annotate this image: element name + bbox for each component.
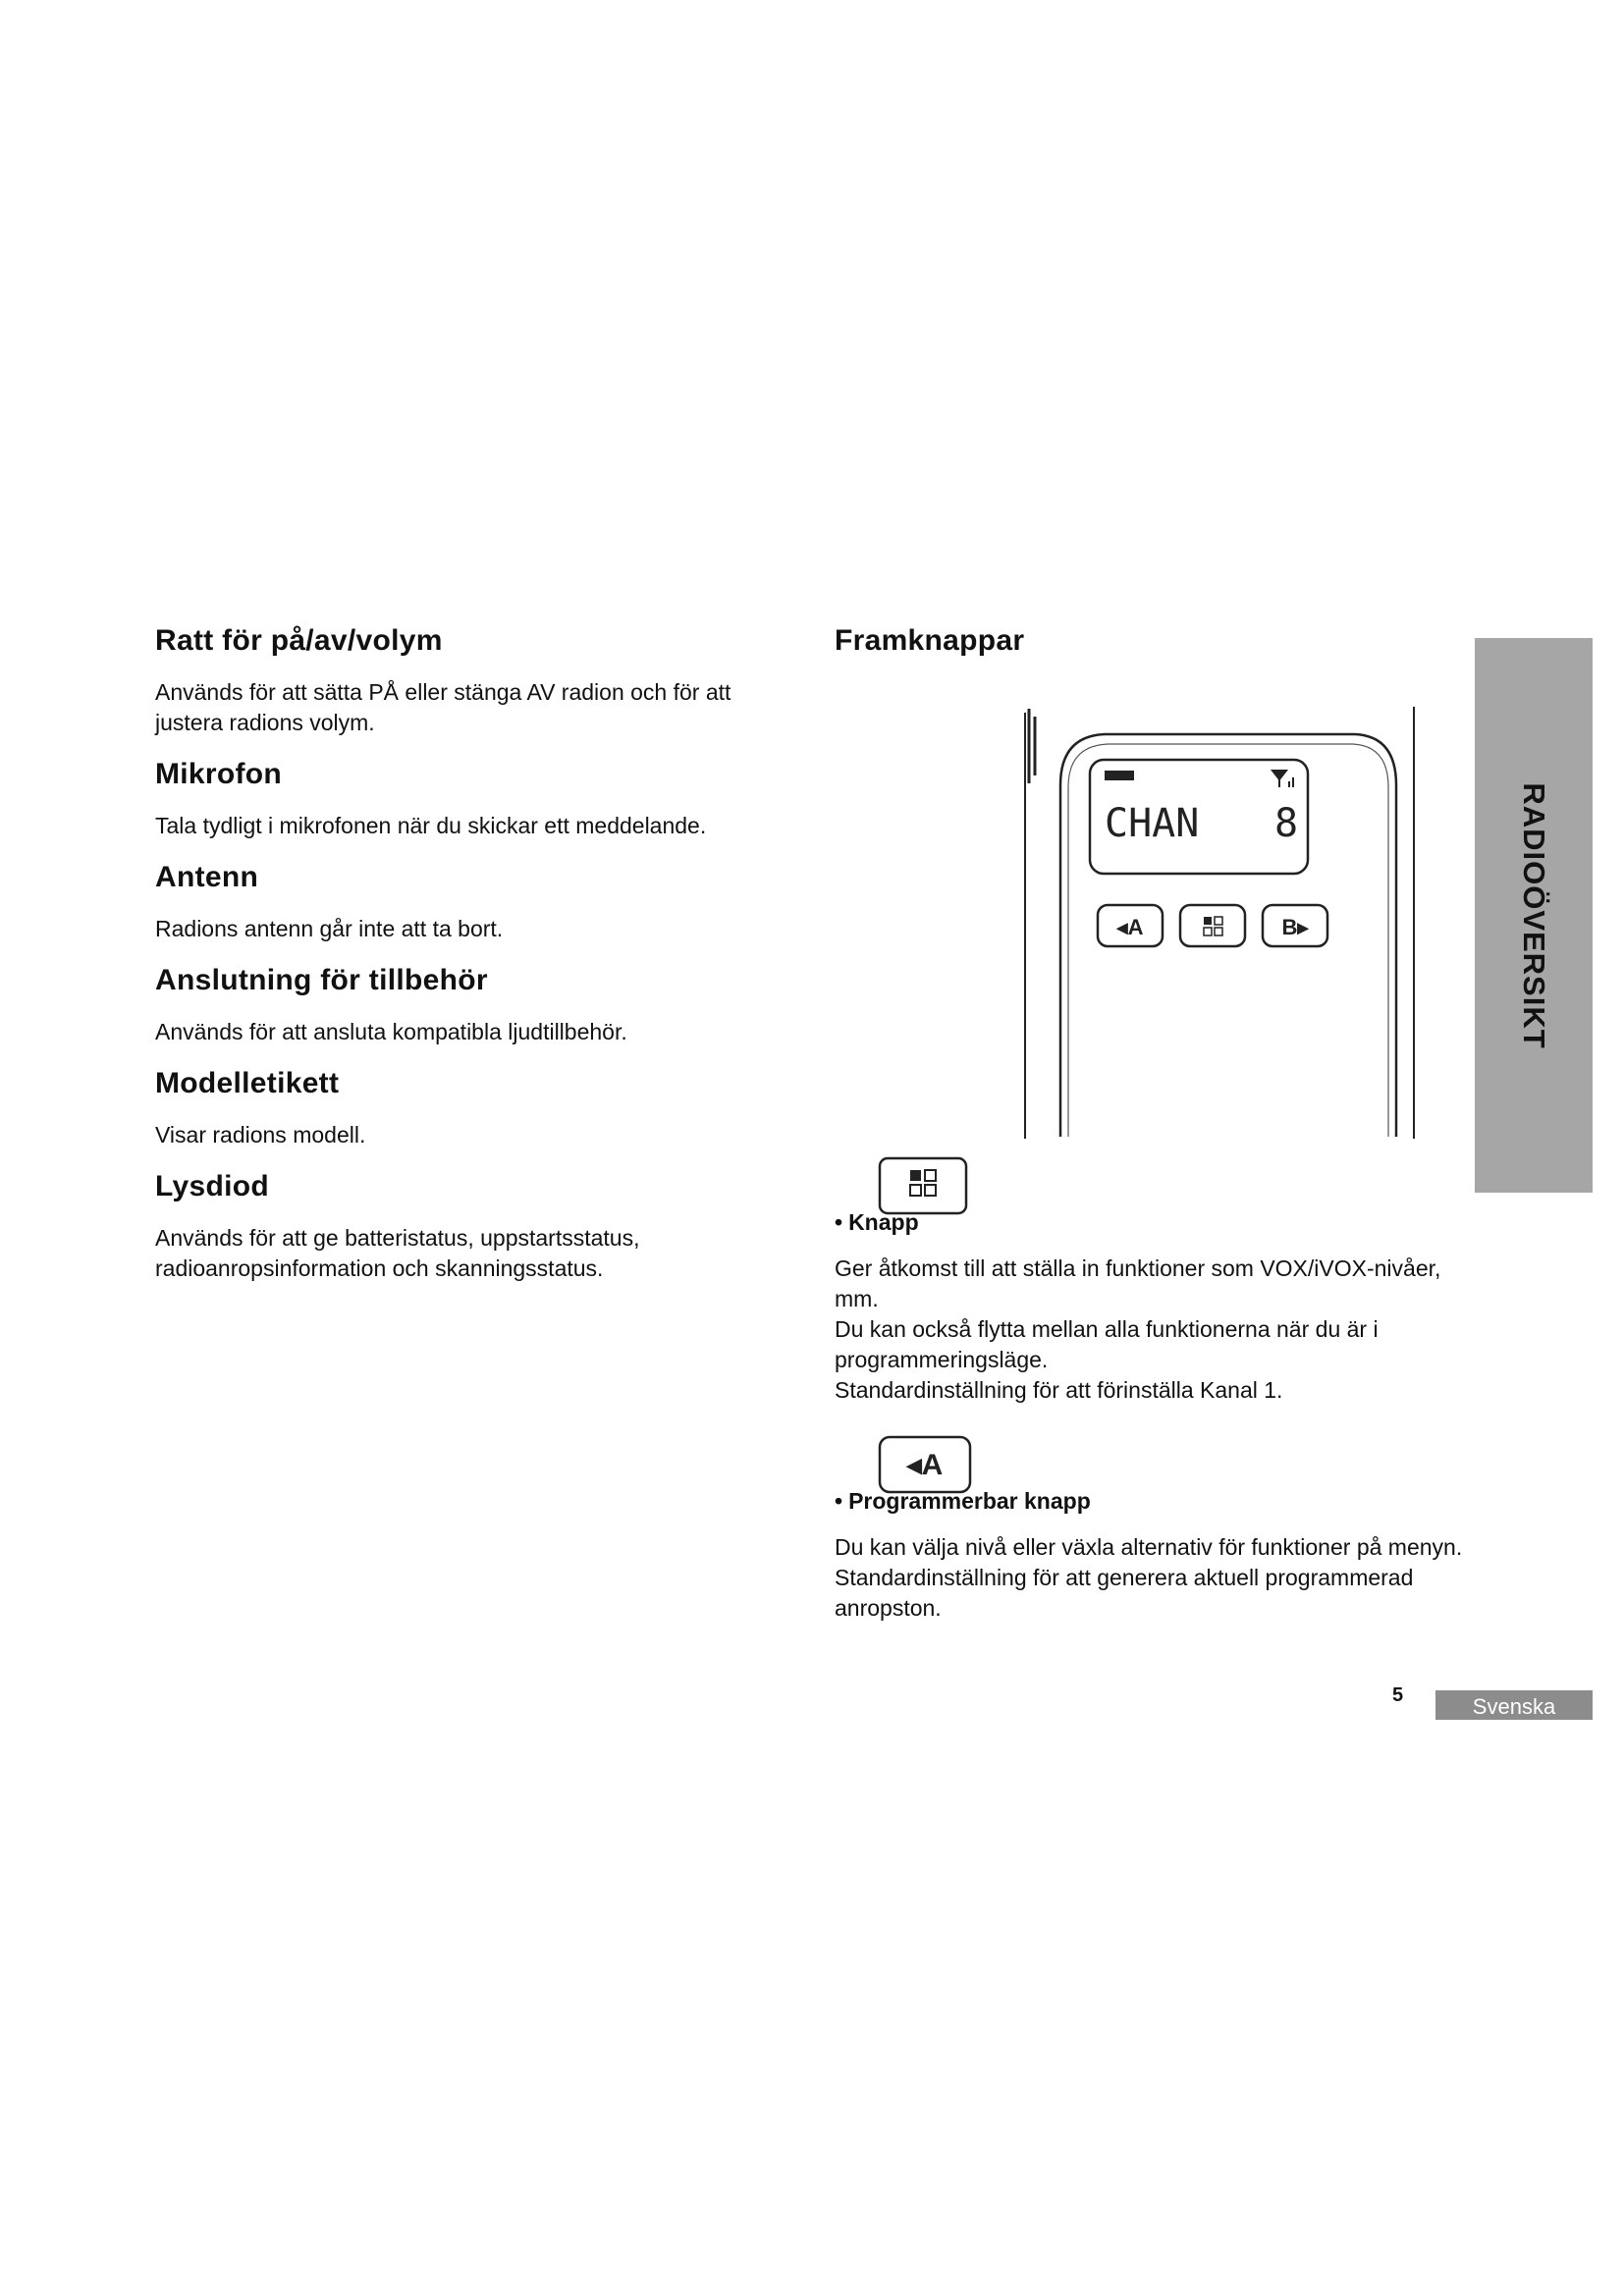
button-b-label: B▸	[1281, 915, 1309, 939]
section-model-label	[155, 1067, 793, 1150]
menu-button-line: Ger åtkomst till att ställa in funktioner som VOX/iVOX-nivåer, mm.	[835, 1255, 1441, 1311]
section-text: Radions antenn går inte att ta bort.	[155, 916, 504, 941]
right-column	[835, 624, 1463, 1624]
section-accessory-connector	[155, 964, 793, 1047]
menu-button-line: Du kan också flytta mellan alla funktionerna när du är i programmeringsläge.	[835, 1316, 1379, 1372]
side-section-tab-label: RADIOÖVERSIKT	[1517, 781, 1551, 1049]
battery-icon	[1105, 771, 1134, 780]
section-text: Tala tydligt i mikrofonen när du skickar ett meddelande.	[155, 813, 707, 838]
radio-front-drawing	[943, 677, 1492, 1139]
button-a-label: ◂A	[1116, 915, 1144, 939]
menu-button-line: Standardinställning för att förinställa Kanal 1.	[835, 1377, 1283, 1403]
section-antenna	[155, 861, 793, 944]
side-section-tab	[1475, 638, 1593, 1193]
section-text: Används för att ge batteristatus, uppstartsstatus, radioanropsinformation och skanningsstatus.	[155, 1225, 640, 1281]
signal-bar-icon	[1288, 781, 1290, 787]
section-heading: Antenn	[155, 861, 259, 893]
section-heading: Mikrofon	[155, 758, 283, 790]
language-tab: Svenska	[1435, 1690, 1593, 1720]
section-text: Visar radions modell.	[155, 1122, 366, 1148]
section-heading: Lysdiod	[155, 1170, 269, 1202]
bullet: •	[835, 1488, 843, 1514]
section-led	[155, 1170, 793, 1284]
programmable-keycap-label: ◂A	[906, 1449, 944, 1481]
left-column	[155, 624, 793, 1304]
front-buttons-heading: Framknappar	[835, 624, 1025, 657]
bullet: •	[835, 1209, 843, 1235]
programmable-button-line: Standardinställning för att generera aktuell programmerad anropston.	[835, 1565, 1414, 1621]
programmable-button-title	[835, 1445, 1463, 1515]
section-power-volume	[155, 624, 793, 738]
section-heading: Ratt för på/av/volym	[155, 624, 443, 657]
side-knob	[1029, 709, 1035, 783]
section-text: Används för att sätta PÅ eller stänga AV radion och för att justera radions volym.	[155, 679, 731, 735]
section-microphone	[155, 758, 793, 841]
lcd-channel-number: 8	[1274, 801, 1299, 846]
menu-button[interactable]	[1180, 905, 1245, 946]
menu-button-description	[835, 1166, 1463, 1406]
menu-button-title-text: Knapp	[848, 1209, 919, 1235]
section-heading: Modelletikett	[155, 1067, 340, 1099]
programmable-button-line: Du kan välja nivå eller växla alternativ för funktioner på menyn.	[835, 1534, 1463, 1560]
section-text: Används för att ansluta kompatibla ljudtillbehör.	[155, 1019, 627, 1044]
radio-front-illustration	[943, 677, 1492, 1139]
page-number: 5	[1392, 1684, 1404, 1706]
lcd-channel-label: CHAN	[1105, 801, 1200, 846]
menu-button-title	[835, 1166, 1463, 1236]
programmable-button-title-text: Programmerbar knapp	[848, 1488, 1091, 1514]
section-heading: Anslutning för tillbehör	[155, 964, 488, 996]
programmable-button-description	[835, 1445, 1463, 1624]
signal-bar-icon	[1292, 777, 1294, 787]
